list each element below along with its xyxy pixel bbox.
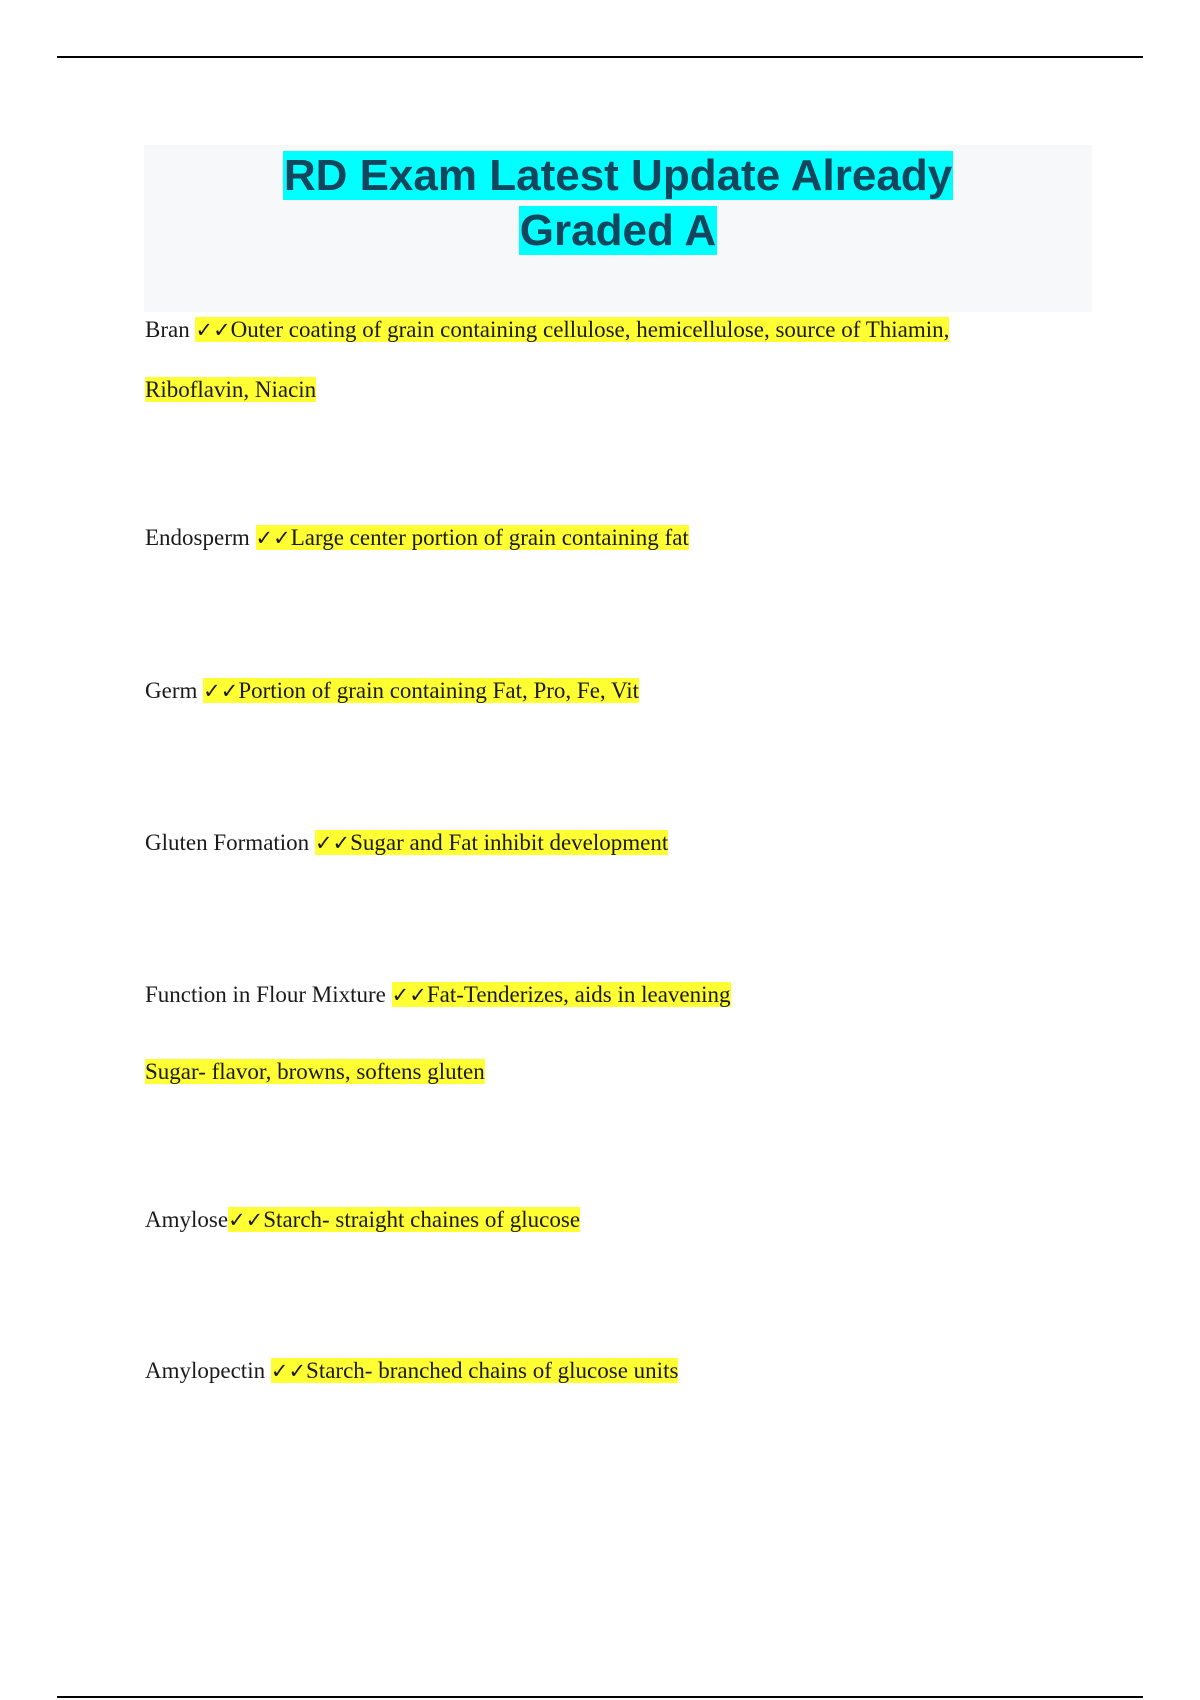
entry-term: Function in Flour Mixture (145, 982, 386, 1007)
double-check-icon: ✓✓ (391, 983, 427, 1007)
title-line-2: Graded A (519, 206, 717, 255)
entry-definition: Large center portion of grain containing fat (290, 525, 689, 550)
double-check-icon: ✓✓ (228, 1208, 264, 1232)
entry-term: Amylopectin (145, 1358, 266, 1383)
entry-function-in-flour-mixture-continuation (145, 1057, 485, 1087)
double-check-icon: ✓✓ (255, 526, 291, 550)
double-check-icon: ✓✓ (270, 1359, 307, 1383)
entry-term: Bran (145, 317, 190, 342)
bottom-rule (57, 1696, 1143, 1698)
document-title (144, 145, 1092, 258)
double-check-icon: ✓✓ (203, 679, 239, 703)
entry-germ (145, 676, 639, 706)
entry-bran-continuation (145, 375, 316, 405)
double-check-icon: ✓✓ (314, 831, 351, 855)
entry-answer (256, 525, 689, 550)
entry-definition: Starch- branched chains of glucose units (306, 1358, 679, 1383)
entry-answer (271, 1358, 679, 1383)
entry-definition: Portion of grain containing Fat, Pro, Fe, Vit (238, 678, 639, 703)
entry-definition: Starch- straight chaines of glucose (263, 1207, 581, 1232)
entry-term: Germ (145, 678, 198, 703)
entry-term: Endosperm (145, 525, 250, 550)
entry-bran (145, 315, 949, 345)
entry-definition: Sugar and Fat inhibit development (350, 830, 669, 855)
entry-answer (203, 678, 639, 703)
entry-answer (315, 830, 668, 855)
entry-term: Amylose (145, 1207, 229, 1232)
entry-endosperm (145, 523, 689, 553)
title-block (144, 145, 1092, 312)
entry-definition: Outer coating of grain containing cellulose, hemicellulose, source of Thiamin, (230, 317, 950, 342)
entry-definition: Fat-Tenderizes, aids in leavening (426, 982, 731, 1007)
entry-answer (392, 982, 731, 1007)
title-line-1: RD Exam Latest Update Already (283, 151, 953, 200)
entry-continuation: Sugar- flavor, browns, softens gluten (145, 1059, 485, 1084)
entry-term: Gluten Formation (145, 830, 310, 855)
entry-gluten-formation (145, 828, 668, 858)
entry-answer (228, 1207, 580, 1232)
entry-amylose (145, 1205, 580, 1235)
double-check-icon: ✓✓ (195, 318, 231, 342)
entry-continuation: Riboflavin, Niacin (145, 377, 317, 402)
entry-function-in-flour-mixture (145, 980, 731, 1010)
entry-amylopectin (145, 1356, 678, 1386)
top-rule (57, 56, 1143, 58)
entry-answer (195, 317, 949, 342)
